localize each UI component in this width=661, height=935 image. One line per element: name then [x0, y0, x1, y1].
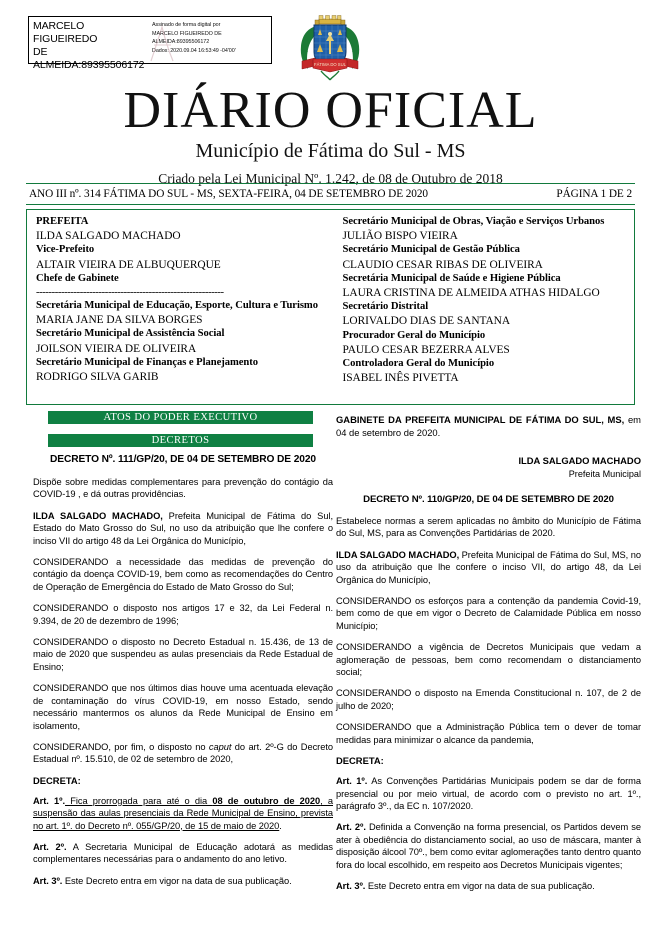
- decree-110-preamble-text: Prefeita Municipal de Fátima do Sul, MS, no uso da atribuição que lhe confere o inciso VII, do artigo 48, da Lei Orgânica do Município,: [336, 549, 641, 585]
- decree-110-preamble: [336, 549, 641, 586]
- signature-owner-line-3: ALMEIDA:89395506172: [33, 59, 145, 71]
- official-name: LAURA CRISTINA DE ALMEIDA ATHAS HIDALGO: [342, 287, 600, 300]
- decree-110-art-3: [336, 880, 641, 892]
- decree-111-considerando-4: CONSIDERANDO que nos últimos dias houve uma acentuada elevação de contaminação do vírus COVID-19, em nosso Estado, sendo necessário mantermos os alunos da Rede Municipal de Ensino em isolamento,: [33, 683, 333, 731]
- decree-110-art-2: [336, 821, 641, 871]
- decree-111-summary: Dispõe sobre medidas complementares para prevenção do contágio da COVID-19 , e dá outras providências.: [33, 477, 333, 500]
- d110-art-3-text: Este Decreto entra em vigor na data de sua publicação.: [365, 880, 595, 891]
- decree-111-considerando-final: [33, 741, 333, 766]
- art-2-text: A Secretaria Municipal de Educação adotará as medidas complementares necessárias para o andamento do ano letivo.: [33, 841, 333, 865]
- masthead-law-reference: Criado pela Lei Municipal Nº. 1.242, de 08 de Outubro de 2018: [158, 171, 503, 186]
- signature-detail-line-2: MARCELO FIGUEIREDO DE: [152, 30, 222, 37]
- art-1-period: .: [279, 820, 282, 831]
- official-role: Secretário Municipal de Finanças e Planejamento: [36, 356, 258, 368]
- considerando-final-part-a: CONSIDERANDO, por fim, o disposto no: [33, 741, 209, 752]
- official-role: Secretário Municipal de Obras, Viação e Serviços Urbanos: [342, 216, 605, 227]
- signature-detail-line-3: ALMEIDA:89395506172: [152, 39, 210, 45]
- officials-divider: ------------------------------------------------------------: [36, 287, 224, 299]
- decree-111-art-2: [33, 841, 333, 866]
- official-role: Secretário Municipal de Gestão Pública: [342, 244, 520, 256]
- art-3-label: Art. 3º.: [33, 875, 63, 886]
- art-1-text-a: Fica prorrogada para até o dia: [65, 795, 213, 806]
- official-name: ALTAIR VIEIRA DE ALBUQUERQUE: [36, 258, 221, 271]
- decree-110-considerando-1: CONSIDERANDO os esforços para a contenção da pandemia Covid-19, bem como de que em vigor o Decreto de Calamidade Pública em nosso Município;: [336, 596, 641, 631]
- cabinet-bold-text: GABINETE DA PREFEITA MUNICIPAL DE FÁTIMA DO SUL, MS,: [336, 414, 625, 425]
- art-1-text-b: , a suspensão das aulas presenciais da Rede Municipal de Ensino, prevista no art. 1º. do Decreto nº. 055/GP/20, de 15 de maio de 2020: [33, 795, 333, 831]
- cabinet-signer-name: ILDA SALGADO MACHADO: [518, 455, 641, 467]
- cabinet-date: em 04 de setembro de 2020.: [336, 414, 641, 438]
- d110-art-2-text: Definida a Convenção na forma presencial, os Partidos devem se ater à obediência do distanciamento social, ao uso de máscara, manter à disposição álcool 70º., bem como evitar aglomerações tanto dentro quanto fora do local escolhido, em respeito aos Decretos Municipais vigentes;: [336, 822, 641, 870]
- cabinet-signature: [336, 455, 641, 480]
- art-2-label: Art. 2º.: [33, 841, 67, 852]
- coat-of-arms-icon: [297, 14, 363, 84]
- considerando-final-part-b: do art. 2º-G do Decreto Estadual nº. 15.510, de 02 de setembro de 2020,: [33, 741, 334, 765]
- official-role: Secretário Municipal de Assistência Social: [36, 328, 225, 340]
- signature-detail-line-1: Assinado de forma digital por: [152, 22, 221, 28]
- decree-111-art-3: [33, 875, 333, 887]
- official-role: Secretário Distrital: [342, 301, 429, 313]
- decree-111-art-1: [33, 795, 333, 832]
- decree-111-mayor-name: ILDA SALGADO MACHADO,: [33, 510, 163, 521]
- section-banner-decretos: DECRETOS: [48, 434, 313, 447]
- official-name: LORIVALDO DIAS DE SANTANA: [342, 315, 511, 328]
- edition-info: ANO III nº. 314 FÁTIMA DO SUL - MS, SEXTA-FEIRA, 04 DE SETEMBRO DE 2020: [29, 188, 428, 200]
- officials-column-left: [27, 210, 331, 404]
- signature-owner-line-2: DE: [33, 46, 48, 58]
- digital-signature-box: [28, 16, 272, 71]
- art-1-date: 08 de outubro de 2020: [212, 795, 321, 806]
- decree-111-preamble-text: Prefeita Municipal de Fátima do Sul, Estado do Mato Grosso do Sul, no uso da atribuição que lhe confere o inciso VII do artigo 48 da Lei Orgânica do Município,: [33, 510, 334, 546]
- cabinet-block: [336, 414, 641, 439]
- considerando-final-caput: caput: [208, 741, 232, 752]
- decree-110-art-1: [336, 775, 641, 812]
- official-role: Controladora Geral do Município: [342, 358, 495, 370]
- officials-box: [26, 209, 635, 405]
- cabinet-signer-role: Prefeita Municipal: [568, 468, 641, 479]
- decree-110-considerando-4: CONSIDERANDO que a Administração Pública tem o dever de tomar medidas para minimizar o alcance da pandemia,: [336, 722, 641, 745]
- signature-details: [149, 17, 271, 63]
- signature-owner: [29, 17, 149, 71]
- decree-110-mayor-name: ILDA SALGADO MACHADO,: [336, 549, 460, 560]
- decree-110-title: DECRETO Nº. 110/GP/20, DE 04 DE SETEMBRO DE 2020: [363, 494, 614, 505]
- decree-111-preamble: [33, 510, 333, 547]
- column-left: [33, 454, 333, 896]
- page-title: DIÁRIO OFICIAL: [123, 82, 538, 139]
- d110-art-2-label: Art. 2º.: [336, 822, 366, 833]
- edition-bar: [26, 183, 635, 205]
- decree-111-title: DECRETO Nº. 111/GP/20, DE 04 DE SETEMBRO DE 2020: [50, 454, 316, 465]
- d110-art-1-label: Art. 1º.: [336, 776, 368, 787]
- official-role: Secretária Municipal de Educação, Esporte, Cultura e Turismo: [36, 300, 318, 312]
- art-3-text: Este Decreto entra em vigor na data de sua publicação.: [62, 875, 292, 886]
- decree-110-summary: Estabelece normas a serem aplicadas no âmbito do Município de Fátima do Sul, MS, para as Convenções Partidárias de 2020.: [336, 516, 641, 539]
- decree-111-considerando-3: CONSIDERANDO o disposto no Decreto Estadual n. 15.436, de 13 de maio de 2020 que suspendeu as aulas presenciais da Rede Estadual de Ensino;: [33, 637, 333, 672]
- d110-art-3-label: Art. 3º.: [336, 880, 366, 891]
- decree-111-considerando-1: CONSIDERANDO a necessidade das medidas de prevenção do contágio da doença COVID-19, bem como as recomendações do Centro de Operação de Emergência do Estado de Mato Grosso do Sul;: [33, 557, 333, 592]
- official-role: Chefe de Gabinete: [36, 272, 119, 284]
- official-role: Procurador Geral do Município: [342, 329, 486, 341]
- official-name: ILDA SALGADO MACHADO: [36, 230, 181, 243]
- official-name: ISABEL INÊS PIVETTA: [342, 372, 459, 385]
- signature-detail-line-4: Dados: 2020.09.04 16:53:49 -04'00': [152, 47, 236, 54]
- column-right: [336, 414, 641, 901]
- decree-111-considerando-2: CONSIDERANDO o disposto nos artigos 17 e 32, da Lei Federal n. 9.394, de 20 de dezembro de 1996;: [33, 603, 333, 626]
- official-role: Secretária Municipal de Saúde e Higiene Pública: [342, 272, 561, 284]
- masthead: [0, 84, 661, 188]
- official-name: RODRIGO SILVA GARIB: [36, 371, 159, 384]
- official-role: Vice-Prefeito: [36, 244, 95, 256]
- official-name: PAULO CESAR BEZERRA ALVES: [342, 343, 510, 356]
- official-name: CLAUDIO CESAR RIBAS DE OLIVEIRA: [342, 258, 543, 271]
- officials-column-right: [331, 210, 635, 404]
- official-name: JULIÃO BISPO VIEIRA: [342, 230, 458, 243]
- decree-111-decreta-label: DECRETA:: [33, 774, 81, 786]
- masthead-subtitle: Município de Fátima do Sul - MS: [195, 140, 466, 162]
- decree-110-considerando-3: CONSIDERANDO o disposto na Emenda Constitucional n. 107, de 2 de julho de 2020;: [336, 688, 641, 711]
- decree-110-decreta-label: DECRETA:: [336, 755, 384, 767]
- signature-owner-line-1: MARCELO FIGUEIREDO: [33, 20, 98, 45]
- page-number: PÁGINA 1 DE 2: [556, 188, 632, 200]
- art-1-label: Art. 1º.: [33, 795, 66, 806]
- official-name: MARIA JANE DA SILVA BORGES: [36, 314, 203, 327]
- signature-flourish-icon: [145, 23, 179, 63]
- svg-text:FÁTIMA DO SUL: FÁTIMA DO SUL: [314, 62, 346, 67]
- official-role: PREFEITA: [36, 216, 89, 227]
- decree-110-considerando-2: CONSIDERANDO a vigência de Decretos Municipais que vedam a aglomeração de pessoas, bem como recomendam o distanciamento social;: [336, 642, 641, 678]
- official-name: JOILSON VIEIRA DE OLIVEIRA: [36, 342, 197, 355]
- section-banner-atos: ATOS DO PODER EXECUTIVO: [48, 411, 313, 424]
- d110-art-1-text: As Convenções Partidárias Municipais podem se dar de forma presencial ou por meio virtual, de acordo com o previsto no art. 1º., parágrafo 3º., da EC n. 107/2020.: [336, 776, 641, 811]
